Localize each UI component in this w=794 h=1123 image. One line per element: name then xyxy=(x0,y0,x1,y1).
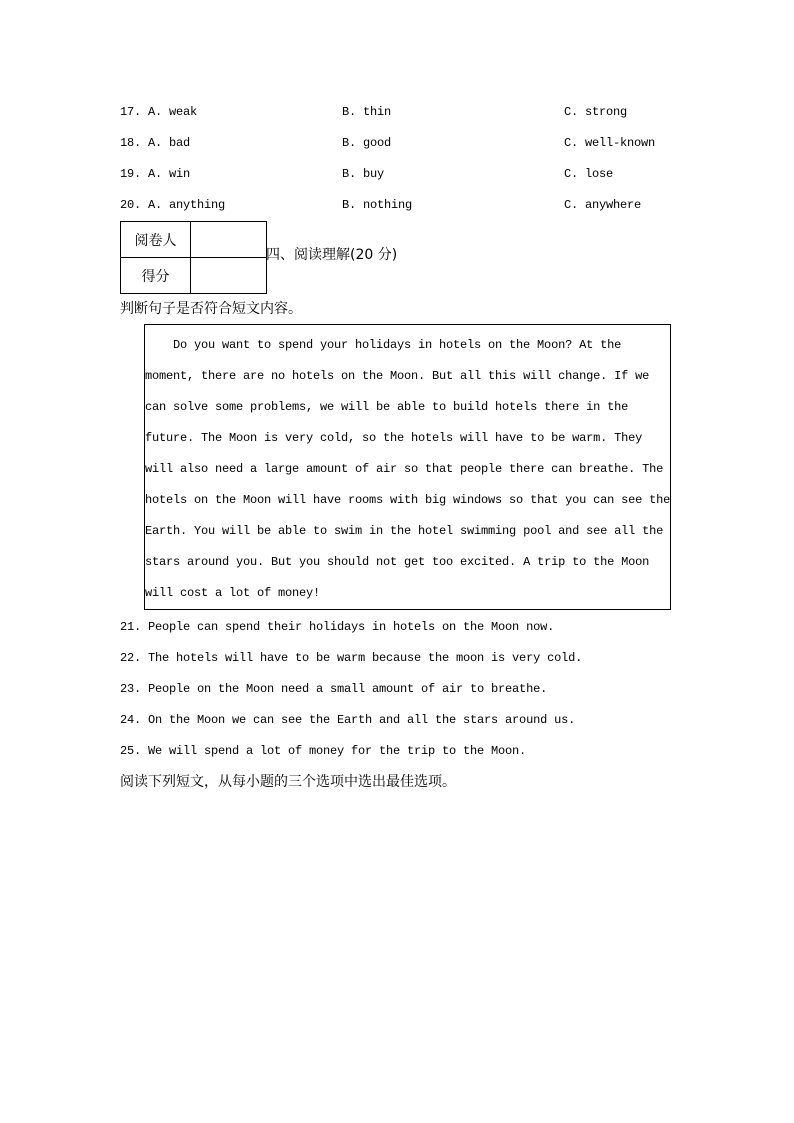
question-row xyxy=(120,128,680,159)
grader-cell xyxy=(191,222,267,258)
statement-row xyxy=(120,643,680,674)
question-number: 19. xyxy=(120,167,142,181)
option-b: B. nothing xyxy=(342,198,413,212)
option-a: A. anything xyxy=(148,198,226,212)
statement-text: On the Moon we can see the Earth and all the stars around us. xyxy=(148,713,576,727)
statement-row xyxy=(120,705,680,736)
question-row xyxy=(120,190,680,221)
reading-passage xyxy=(144,324,671,610)
statement-row xyxy=(120,736,680,767)
passage-line: will also need a large amount of air so that people there can breathe. The xyxy=(145,462,664,476)
option-b: B. thin xyxy=(342,105,392,119)
section-instruction: 判断句子是否符合短文内容。 xyxy=(120,301,302,317)
statement-number: 22. xyxy=(120,651,142,665)
passage-line: will cost a lot of money! xyxy=(145,586,321,600)
option-a: A. bad xyxy=(148,136,191,150)
statement-row xyxy=(120,674,680,705)
statement-number: 24. xyxy=(120,713,142,727)
question-row xyxy=(120,97,680,128)
option-a: A. win xyxy=(148,167,191,181)
true-false-statements xyxy=(120,612,680,767)
statement-text: The hotels will have to be warm because the moon is very cold. xyxy=(148,651,583,665)
option-a: A. weak xyxy=(148,105,198,119)
option-b: B. good xyxy=(342,136,392,150)
passage-line: stars around you. But you should not get too excited. A trip to the Moon xyxy=(145,555,650,569)
passage-line: Do you want to spend your holidays in hotels on the Moon? At the xyxy=(173,338,622,352)
passage-line: moment, there are no hotels on the Moon. But all this will change. If we xyxy=(145,369,650,383)
option-b: B. buy xyxy=(342,167,385,181)
score-label: 得分 xyxy=(121,258,191,294)
passage-line: can solve some problems, we will be able to build hotels there in the xyxy=(145,400,629,414)
cloze-options-list xyxy=(120,97,680,221)
score-table xyxy=(120,221,267,294)
score-cell xyxy=(191,258,267,294)
statement-number: 25. xyxy=(120,744,142,758)
statement-text: We will spend a lot of money for the trip to the Moon. xyxy=(148,744,527,758)
passage-line: hotels on the Moon will have rooms with big windows so that you can see the xyxy=(145,493,671,507)
statement-number: 21. xyxy=(120,620,142,634)
statement-text: People on the Moon need a small amount of air to breathe. xyxy=(148,682,548,696)
section-heading: 四、阅读理解(20 分) xyxy=(266,247,398,263)
question-row xyxy=(120,159,680,190)
question-number: 17. xyxy=(120,105,142,119)
option-c: C. well-known xyxy=(564,136,656,150)
statement-row xyxy=(120,612,680,643)
passage-line: Earth. You will be able to swim in the hotel swimming pool and see all the xyxy=(145,524,664,538)
next-section-instruction: 阅读下列短文，从每小题的三个选项中选出最佳选项。 xyxy=(120,774,456,790)
passage-line: future. The Moon is very cold, so the hotels will have to be warm. They xyxy=(145,431,643,445)
option-c: C. strong xyxy=(564,105,628,119)
statement-number: 23. xyxy=(120,682,142,696)
grader-label: 阅卷人 xyxy=(121,222,191,258)
question-number: 20. xyxy=(120,198,142,212)
option-c: C. lose xyxy=(564,167,614,181)
question-number: 18. xyxy=(120,136,142,150)
option-c: C. anywhere xyxy=(564,198,642,212)
statement-text: People can spend their holidays in hotels on the Moon now. xyxy=(148,620,555,634)
